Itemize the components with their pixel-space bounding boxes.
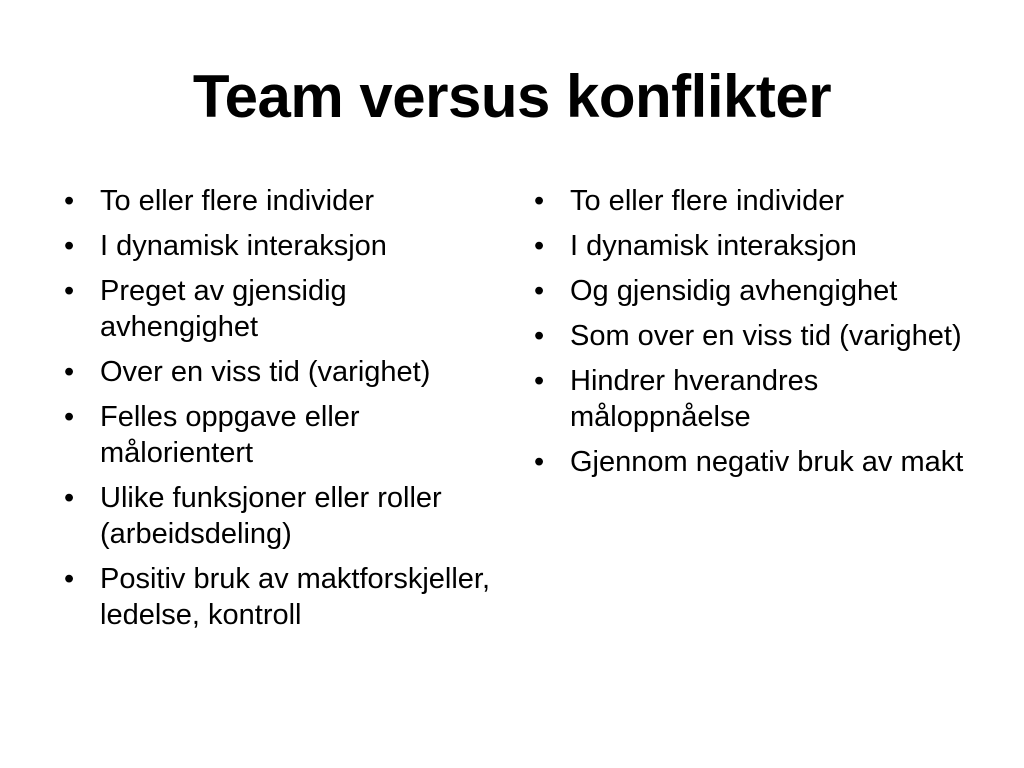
bullet-text: • To eller flere individer [100,185,375,217]
slide-title: Team versus konflikter [192,63,832,130]
bullet-text: • Felles oppgave eller målorientert [100,401,360,469]
bullet-text: • Hindrer hverandres måloppnåelse [570,365,819,433]
bullet-text: • Preget av gjensidig avhengighet [100,275,347,343]
bullet-text: • I dynamisk interaksjon [570,230,857,262]
bullet-text: • Som over en viss tid (varighet) [570,320,962,352]
bullet-text: • I dynamisk interaksjon [100,230,387,262]
bullet-text: • To eller flere individer [570,185,845,217]
bullet-item [60,399,500,471]
bullet-item [60,561,500,633]
bullet-item [530,228,1000,264]
bullet-text: • Over en viss tid (varighet) [100,356,431,388]
bullet-item [60,183,500,219]
bullet-text: • Gjennom negativ bruk av makt [570,446,964,478]
bullet-item [60,273,500,345]
bullet-item [60,480,500,552]
bullet-item [60,228,500,264]
bullet-item [530,444,1000,480]
bullet-text: • Positiv bruk av maktforskjeller, ledelse, kontroll [100,563,491,631]
bullet-text: • Ulike funksjoner eller roller (arbeidsdeling) [100,482,442,550]
conflict-bullet-list [530,183,1000,489]
team-bullet-list [60,183,500,642]
bullet-item [60,354,500,390]
bullet-item [530,363,1000,435]
bullet-item [530,183,1000,219]
bullet-item [530,273,1000,309]
bullet-item [530,318,1000,354]
bullet-text: • Og gjensidig avhengighet [570,275,898,307]
